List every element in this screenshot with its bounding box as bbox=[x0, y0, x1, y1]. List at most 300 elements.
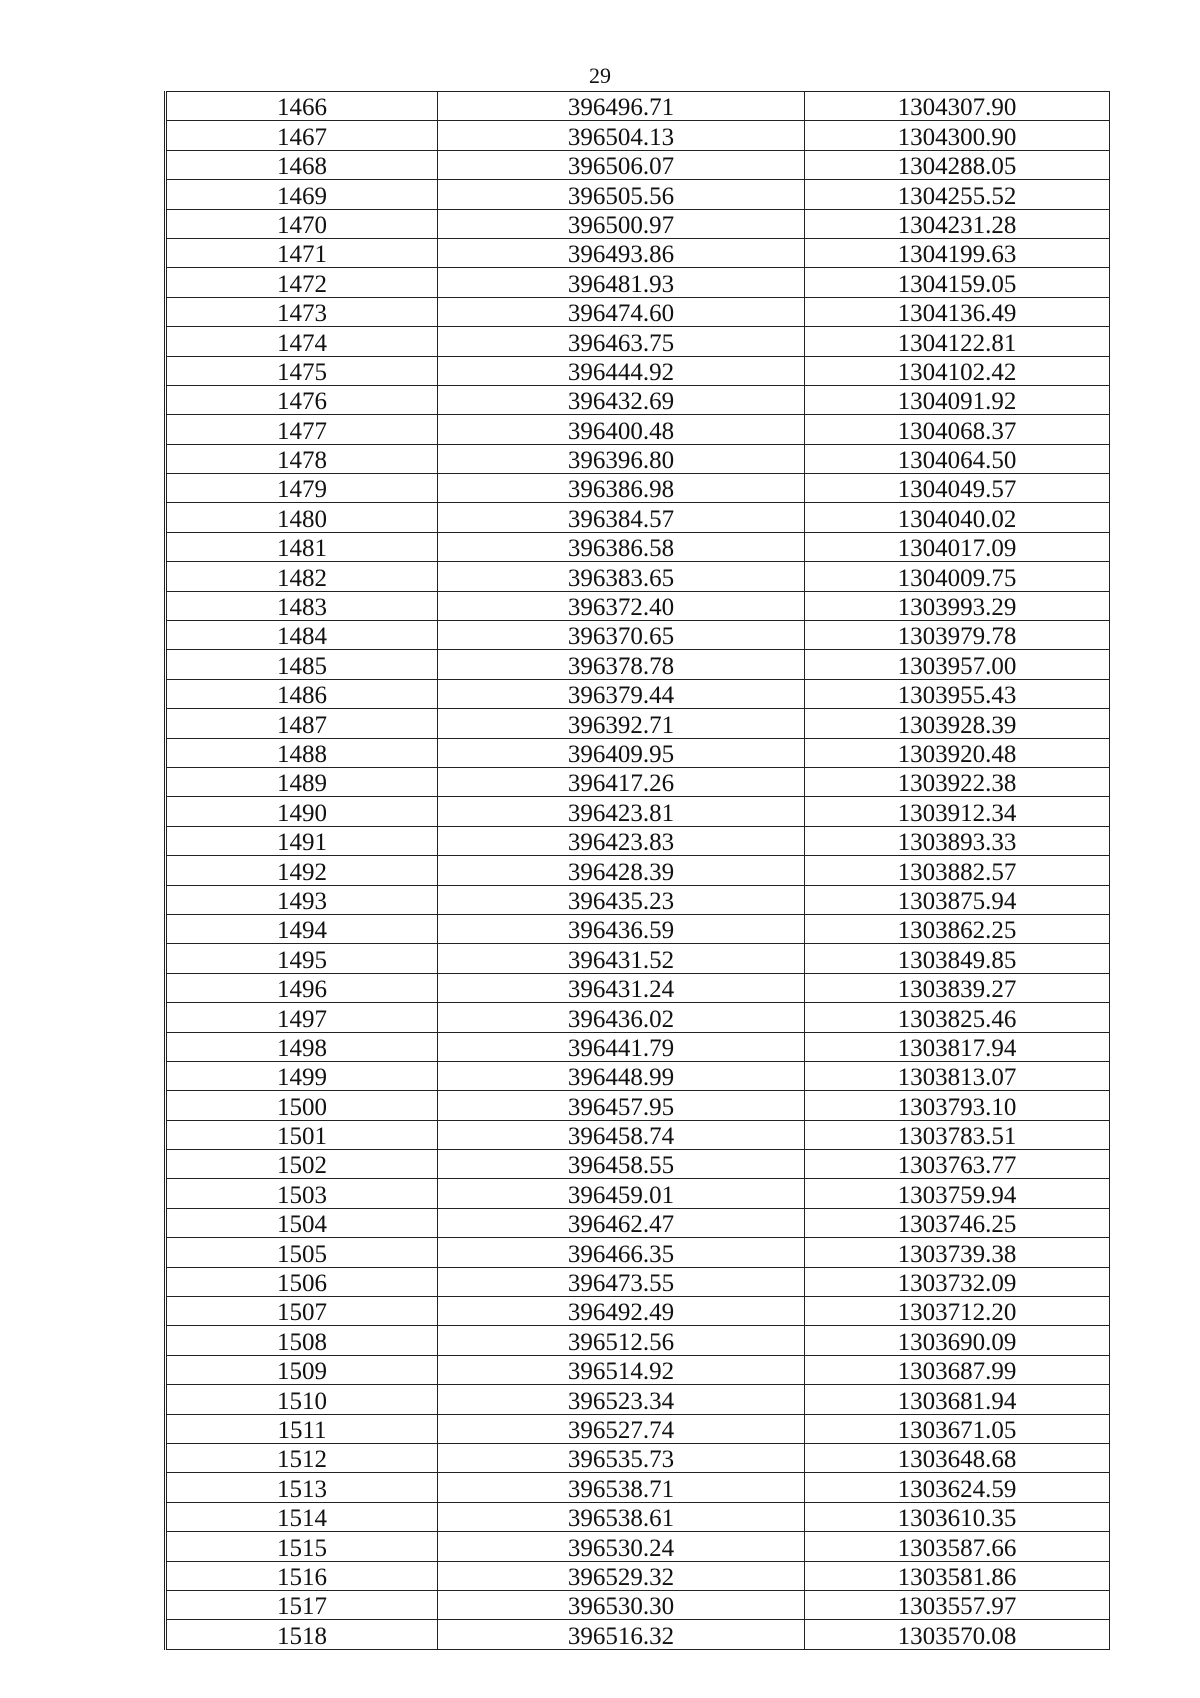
cell-value: 1503 bbox=[277, 1181, 327, 1209]
y-coordinate-cell bbox=[805, 650, 1110, 679]
point-number-cell bbox=[166, 121, 438, 150]
cell-value: 396462.47 bbox=[567, 1211, 675, 1238]
cell-value: 1505 bbox=[277, 1240, 327, 1268]
y-coordinate-cell bbox=[805, 944, 1110, 973]
cell-value: 1508 bbox=[277, 1328, 327, 1356]
cell-value: 396423.81 bbox=[567, 799, 675, 827]
cell-value: 1506 bbox=[277, 1270, 327, 1297]
table-row bbox=[166, 1590, 1110, 1619]
table-row bbox=[166, 738, 1110, 767]
table-row bbox=[166, 885, 1110, 914]
cell-value: 1470 bbox=[277, 211, 327, 239]
x-coordinate-cell bbox=[438, 92, 805, 121]
table-row bbox=[166, 1326, 1110, 1355]
cell-value: 1509 bbox=[277, 1358, 327, 1385]
cell-value: 1511 bbox=[277, 1416, 327, 1444]
x-coordinate-cell bbox=[438, 826, 805, 855]
table-row bbox=[166, 415, 1110, 444]
point-number-cell bbox=[166, 1414, 438, 1443]
y-coordinate-cell bbox=[805, 1179, 1110, 1208]
point-number-cell bbox=[166, 180, 438, 209]
table-row bbox=[166, 327, 1110, 356]
y-coordinate-cell bbox=[805, 1414, 1110, 1443]
x-coordinate-cell bbox=[438, 209, 805, 238]
cell-value: 1303648.68 bbox=[897, 1446, 1017, 1473]
x-coordinate-cell bbox=[438, 1208, 805, 1237]
y-coordinate-cell bbox=[805, 709, 1110, 738]
y-coordinate-cell bbox=[805, 415, 1110, 444]
table-row bbox=[166, 268, 1110, 297]
cell-value: 396431.52 bbox=[567, 946, 675, 974]
point-number-cell bbox=[166, 1326, 438, 1355]
x-coordinate-cell bbox=[438, 415, 805, 444]
x-coordinate-cell bbox=[438, 885, 805, 914]
table-row bbox=[166, 621, 1110, 650]
cell-value: 396436.59 bbox=[567, 917, 675, 944]
y-coordinate-cell bbox=[805, 1150, 1110, 1179]
table-row bbox=[166, 209, 1110, 238]
table-row bbox=[166, 1061, 1110, 1090]
cell-value: 1304288.05 bbox=[897, 153, 1017, 180]
point-number-cell bbox=[166, 1502, 438, 1531]
point-number-cell bbox=[166, 503, 438, 532]
x-coordinate-cell bbox=[438, 180, 805, 209]
cell-value: 1303979.78 bbox=[897, 623, 1017, 650]
cell-value: 1303759.94 bbox=[897, 1181, 1017, 1209]
y-coordinate-cell bbox=[805, 973, 1110, 1002]
cell-value: 396530.30 bbox=[567, 1593, 675, 1620]
cell-value: 1303928.39 bbox=[897, 711, 1017, 739]
table-row bbox=[166, 1032, 1110, 1061]
point-number-cell bbox=[166, 1473, 438, 1502]
x-coordinate-cell bbox=[438, 944, 805, 973]
x-coordinate-cell bbox=[438, 856, 805, 885]
table-row bbox=[166, 1297, 1110, 1326]
cell-value: 1303763.77 bbox=[897, 1152, 1017, 1179]
cell-value: 1304307.90 bbox=[897, 94, 1017, 121]
cell-value: 1488 bbox=[277, 740, 327, 768]
cell-value: 396386.98 bbox=[567, 476, 675, 503]
y-coordinate-cell bbox=[805, 1532, 1110, 1561]
y-coordinate-cell bbox=[805, 503, 1110, 532]
cell-value: 1475 bbox=[277, 358, 327, 386]
cell-value: 396504.13 bbox=[567, 123, 675, 151]
point-number-cell bbox=[166, 1297, 438, 1326]
point-number-cell bbox=[166, 1061, 438, 1090]
x-coordinate-cell bbox=[438, 503, 805, 532]
cell-value: 1500 bbox=[277, 1093, 327, 1121]
y-coordinate-cell bbox=[805, 826, 1110, 855]
point-number-cell bbox=[166, 209, 438, 238]
table-row bbox=[166, 709, 1110, 738]
point-number-cell bbox=[166, 738, 438, 767]
cell-value: 1303957.00 bbox=[897, 652, 1017, 680]
cell-value: 396496.71 bbox=[567, 94, 675, 121]
cell-value: 1303912.34 bbox=[897, 799, 1017, 827]
cell-value: 1304009.75 bbox=[897, 564, 1017, 592]
cell-value: 396444.92 bbox=[567, 358, 675, 386]
point-number-cell bbox=[166, 885, 438, 914]
x-coordinate-cell bbox=[438, 1532, 805, 1561]
table-row bbox=[166, 1003, 1110, 1032]
cell-value: 1303922.38 bbox=[897, 770, 1017, 797]
table-row bbox=[166, 1267, 1110, 1296]
cell-value: 1304199.63 bbox=[897, 241, 1017, 268]
y-coordinate-cell bbox=[805, 92, 1110, 121]
cell-value: 396538.61 bbox=[567, 1505, 675, 1532]
y-coordinate-cell bbox=[805, 1120, 1110, 1149]
cell-value: 396492.49 bbox=[567, 1299, 675, 1326]
y-coordinate-cell bbox=[805, 385, 1110, 414]
cell-value: 1303587.66 bbox=[897, 1534, 1017, 1562]
table-row bbox=[166, 826, 1110, 855]
x-coordinate-cell bbox=[438, 562, 805, 591]
cell-value: 396396.80 bbox=[567, 447, 675, 474]
cell-value: 1303839.27 bbox=[897, 976, 1017, 1003]
cell-value: 1490 bbox=[277, 799, 327, 827]
cell-value: 1484 bbox=[277, 623, 327, 650]
point-number-cell bbox=[166, 268, 438, 297]
table-row bbox=[166, 1620, 1110, 1649]
cell-value: 396417.26 bbox=[567, 770, 675, 797]
cell-value: 1303882.57 bbox=[897, 858, 1017, 886]
cell-value: 1502 bbox=[277, 1152, 327, 1179]
x-coordinate-cell bbox=[438, 738, 805, 767]
x-coordinate-cell bbox=[438, 797, 805, 826]
cell-value: 1303681.94 bbox=[897, 1387, 1017, 1415]
cell-value: 396463.75 bbox=[567, 329, 675, 357]
table-row bbox=[166, 1561, 1110, 1590]
y-coordinate-cell bbox=[805, 1091, 1110, 1120]
y-coordinate-cell bbox=[805, 121, 1110, 150]
x-coordinate-cell bbox=[438, 914, 805, 943]
cell-value: 1518 bbox=[277, 1622, 327, 1650]
cell-value: 396428.39 bbox=[567, 858, 675, 886]
y-coordinate-cell bbox=[805, 1355, 1110, 1384]
y-coordinate-cell bbox=[805, 1561, 1110, 1590]
y-coordinate-cell bbox=[805, 268, 1110, 297]
cell-value: 1304017.09 bbox=[897, 535, 1017, 562]
table-row bbox=[166, 1355, 1110, 1384]
table-row bbox=[166, 973, 1110, 1002]
cell-value: 1501 bbox=[277, 1123, 327, 1150]
cell-value: 396530.24 bbox=[567, 1534, 675, 1562]
table-row bbox=[166, 1179, 1110, 1208]
point-number-cell bbox=[166, 150, 438, 179]
y-coordinate-cell bbox=[805, 356, 1110, 385]
cell-value: 1303624.59 bbox=[897, 1475, 1017, 1503]
table-row bbox=[166, 297, 1110, 326]
y-coordinate-cell bbox=[805, 1297, 1110, 1326]
y-coordinate-cell bbox=[805, 1267, 1110, 1296]
y-coordinate-cell bbox=[805, 180, 1110, 209]
cell-value: 1482 bbox=[277, 564, 327, 592]
cell-value: 1497 bbox=[277, 1005, 327, 1032]
cell-value: 396392.71 bbox=[567, 711, 675, 739]
cell-value: 1303862.25 bbox=[897, 917, 1017, 944]
x-coordinate-cell bbox=[438, 385, 805, 414]
cell-value: 1303712.20 bbox=[897, 1299, 1017, 1326]
x-coordinate-cell bbox=[438, 1473, 805, 1502]
cell-value: 1304091.92 bbox=[897, 388, 1017, 415]
y-coordinate-cell bbox=[805, 1061, 1110, 1090]
table-row bbox=[166, 238, 1110, 267]
y-coordinate-cell bbox=[805, 1385, 1110, 1414]
x-coordinate-cell bbox=[438, 356, 805, 385]
point-number-cell bbox=[166, 709, 438, 738]
y-coordinate-cell bbox=[805, 1326, 1110, 1355]
x-coordinate-cell bbox=[438, 1355, 805, 1384]
cell-value: 1304159.05 bbox=[897, 270, 1017, 298]
y-coordinate-cell bbox=[805, 327, 1110, 356]
cell-value: 1480 bbox=[277, 505, 327, 533]
point-number-cell bbox=[166, 1561, 438, 1590]
point-number-cell bbox=[166, 356, 438, 385]
cell-value: 1304136.49 bbox=[897, 300, 1017, 327]
point-number-cell bbox=[166, 914, 438, 943]
point-number-cell bbox=[166, 327, 438, 356]
cell-value: 1303610.35 bbox=[897, 1505, 1017, 1532]
cell-value: 1507 bbox=[277, 1299, 327, 1326]
point-number-cell bbox=[166, 944, 438, 973]
cell-value: 1473 bbox=[277, 300, 327, 327]
y-coordinate-cell bbox=[805, 591, 1110, 620]
cell-value: 1304300.90 bbox=[897, 123, 1017, 151]
x-coordinate-cell bbox=[438, 327, 805, 356]
cell-value: 396409.95 bbox=[567, 740, 675, 768]
x-coordinate-cell bbox=[438, 1032, 805, 1061]
point-number-cell bbox=[166, 1590, 438, 1619]
cell-value: 1304231.28 bbox=[897, 211, 1017, 239]
cell-value: 1481 bbox=[277, 535, 327, 562]
cell-value: 1303825.46 bbox=[897, 1005, 1017, 1032]
y-coordinate-cell bbox=[805, 738, 1110, 767]
x-coordinate-cell bbox=[438, 1443, 805, 1472]
cell-value: 396431.24 bbox=[567, 976, 675, 1003]
x-coordinate-cell bbox=[438, 474, 805, 503]
cell-value: 1304255.52 bbox=[897, 182, 1017, 210]
x-coordinate-cell bbox=[438, 767, 805, 796]
table-row bbox=[166, 944, 1110, 973]
x-coordinate-cell bbox=[438, 1150, 805, 1179]
table-row bbox=[166, 1473, 1110, 1502]
point-number-cell bbox=[166, 562, 438, 591]
coordinates-table-body bbox=[166, 92, 1110, 1650]
table-row bbox=[166, 150, 1110, 179]
table-row bbox=[166, 1150, 1110, 1179]
cell-value: 396514.92 bbox=[567, 1358, 675, 1385]
cell-value: 396516.32 bbox=[567, 1622, 675, 1650]
point-number-cell bbox=[166, 621, 438, 650]
y-coordinate-cell bbox=[805, 767, 1110, 796]
point-number-cell bbox=[166, 1208, 438, 1237]
cell-value: 396512.56 bbox=[567, 1328, 675, 1356]
table-row bbox=[166, 121, 1110, 150]
cell-value: 1303687.99 bbox=[897, 1358, 1017, 1385]
cell-value: 396457.95 bbox=[567, 1093, 675, 1121]
table-row bbox=[166, 856, 1110, 885]
cell-value: 396523.34 bbox=[567, 1387, 675, 1415]
x-coordinate-cell bbox=[438, 679, 805, 708]
cell-value: 396379.44 bbox=[567, 682, 675, 709]
point-number-cell bbox=[166, 1238, 438, 1267]
cell-value: 396400.48 bbox=[567, 417, 675, 445]
cell-value: 1471 bbox=[277, 241, 327, 268]
y-coordinate-cell bbox=[805, 1238, 1110, 1267]
cell-value: 396372.40 bbox=[567, 594, 675, 621]
cell-value: 1303732.09 bbox=[897, 1270, 1017, 1297]
y-coordinate-cell bbox=[805, 444, 1110, 473]
y-coordinate-cell bbox=[805, 297, 1110, 326]
cell-value: 396506.07 bbox=[567, 153, 675, 180]
cell-value: 396383.65 bbox=[567, 564, 675, 592]
cell-value: 396527.74 bbox=[567, 1416, 675, 1444]
cell-value: 396423.83 bbox=[567, 829, 675, 856]
cell-value: 1466 bbox=[277, 94, 327, 121]
cell-value: 396458.55 bbox=[567, 1152, 675, 1179]
cell-value: 1479 bbox=[277, 476, 327, 503]
cell-value: 1467 bbox=[277, 123, 327, 151]
cell-value: 1478 bbox=[277, 447, 327, 474]
y-coordinate-cell bbox=[805, 1590, 1110, 1619]
y-coordinate-cell bbox=[805, 914, 1110, 943]
cell-value: 396386.58 bbox=[567, 535, 675, 562]
cell-value: 1476 bbox=[277, 388, 327, 415]
y-coordinate-cell bbox=[805, 679, 1110, 708]
point-number-cell bbox=[166, 856, 438, 885]
cell-value: 1515 bbox=[277, 1534, 327, 1562]
x-coordinate-cell bbox=[438, 1238, 805, 1267]
table-row bbox=[166, 1238, 1110, 1267]
x-coordinate-cell bbox=[438, 1502, 805, 1531]
y-coordinate-cell bbox=[805, 1473, 1110, 1502]
cell-value: 396432.69 bbox=[567, 388, 675, 415]
cell-value: 396448.99 bbox=[567, 1064, 675, 1091]
cell-value: 1514 bbox=[277, 1505, 327, 1532]
cell-value: 1303746.25 bbox=[897, 1211, 1017, 1238]
cell-value: 396370.65 bbox=[567, 623, 675, 650]
y-coordinate-cell bbox=[805, 885, 1110, 914]
cell-value: 1303690.09 bbox=[897, 1328, 1017, 1356]
y-coordinate-cell bbox=[805, 1620, 1110, 1649]
point-number-cell bbox=[166, 767, 438, 796]
cell-value: 1512 bbox=[277, 1446, 327, 1473]
cell-value: 1504 bbox=[277, 1211, 327, 1238]
x-coordinate-cell bbox=[438, 1590, 805, 1619]
point-number-cell bbox=[166, 591, 438, 620]
x-coordinate-cell bbox=[438, 1385, 805, 1414]
cell-value: 396481.93 bbox=[567, 270, 675, 298]
point-number-cell bbox=[166, 1355, 438, 1384]
cell-value: 1474 bbox=[277, 329, 327, 357]
y-coordinate-cell bbox=[805, 1502, 1110, 1531]
cell-value: 396500.97 bbox=[567, 211, 675, 239]
x-coordinate-cell bbox=[438, 297, 805, 326]
point-number-cell bbox=[166, 1091, 438, 1120]
cell-value: 396505.56 bbox=[567, 182, 675, 210]
table-row bbox=[166, 1532, 1110, 1561]
x-coordinate-cell bbox=[438, 621, 805, 650]
point-number-cell bbox=[166, 1620, 438, 1649]
cell-value: 1303671.05 bbox=[897, 1416, 1017, 1444]
table-row bbox=[166, 180, 1110, 209]
cell-value: 1492 bbox=[277, 858, 327, 886]
cell-value: 1486 bbox=[277, 682, 327, 709]
table-row bbox=[166, 1208, 1110, 1237]
point-number-cell bbox=[166, 1267, 438, 1296]
point-number-cell bbox=[166, 650, 438, 679]
table-row bbox=[166, 650, 1110, 679]
cell-value: 1304102.42 bbox=[897, 358, 1017, 386]
cell-value: 396493.86 bbox=[567, 241, 675, 268]
cell-value: 1303920.48 bbox=[897, 740, 1017, 768]
table-row bbox=[166, 356, 1110, 385]
table-row bbox=[166, 385, 1110, 414]
cell-value: 1303875.94 bbox=[897, 887, 1017, 915]
table-row bbox=[166, 444, 1110, 473]
cell-value: 1304049.57 bbox=[897, 476, 1017, 503]
cell-value: 1487 bbox=[277, 711, 327, 739]
x-coordinate-cell bbox=[438, 709, 805, 738]
cell-value: 396435.23 bbox=[567, 887, 675, 915]
table-row bbox=[166, 591, 1110, 620]
x-coordinate-cell bbox=[438, 1061, 805, 1090]
table-row bbox=[166, 1120, 1110, 1149]
x-coordinate-cell bbox=[438, 1326, 805, 1355]
cell-value: 1491 bbox=[277, 829, 327, 856]
x-coordinate-cell bbox=[438, 1620, 805, 1649]
point-number-cell bbox=[166, 797, 438, 826]
cell-value: 1493 bbox=[277, 887, 327, 915]
x-coordinate-cell bbox=[438, 444, 805, 473]
cell-value: 1499 bbox=[277, 1064, 327, 1091]
cell-value: 1304122.81 bbox=[897, 329, 1017, 357]
point-number-cell bbox=[166, 415, 438, 444]
point-number-cell bbox=[166, 92, 438, 121]
x-coordinate-cell bbox=[438, 1091, 805, 1120]
cell-value: 396466.35 bbox=[567, 1240, 675, 1268]
table-row bbox=[166, 474, 1110, 503]
y-coordinate-cell bbox=[805, 621, 1110, 650]
y-coordinate-cell bbox=[805, 238, 1110, 267]
cell-value: 1303849.85 bbox=[897, 946, 1017, 974]
point-number-cell bbox=[166, 973, 438, 1002]
cell-value: 1517 bbox=[277, 1593, 327, 1620]
cell-value: 1510 bbox=[277, 1387, 327, 1415]
cell-value: 1496 bbox=[277, 976, 327, 1003]
table-row bbox=[166, 1385, 1110, 1414]
table-row bbox=[166, 1414, 1110, 1443]
cell-value: 1304064.50 bbox=[897, 447, 1017, 474]
y-coordinate-cell bbox=[805, 150, 1110, 179]
cell-value: 1516 bbox=[277, 1563, 327, 1591]
cell-value: 1477 bbox=[277, 417, 327, 445]
table-row bbox=[166, 767, 1110, 796]
x-coordinate-cell bbox=[438, 150, 805, 179]
coordinates-table bbox=[164, 91, 1110, 1650]
y-coordinate-cell bbox=[805, 797, 1110, 826]
cell-value: 1495 bbox=[277, 946, 327, 974]
x-coordinate-cell bbox=[438, 1561, 805, 1590]
table-row bbox=[166, 797, 1110, 826]
cell-value: 1303793.10 bbox=[897, 1093, 1017, 1121]
table-row bbox=[166, 503, 1110, 532]
x-coordinate-cell bbox=[438, 650, 805, 679]
point-number-cell bbox=[166, 1003, 438, 1032]
y-coordinate-cell bbox=[805, 1443, 1110, 1472]
cell-value: 1513 bbox=[277, 1475, 327, 1503]
point-number-cell bbox=[166, 1385, 438, 1414]
